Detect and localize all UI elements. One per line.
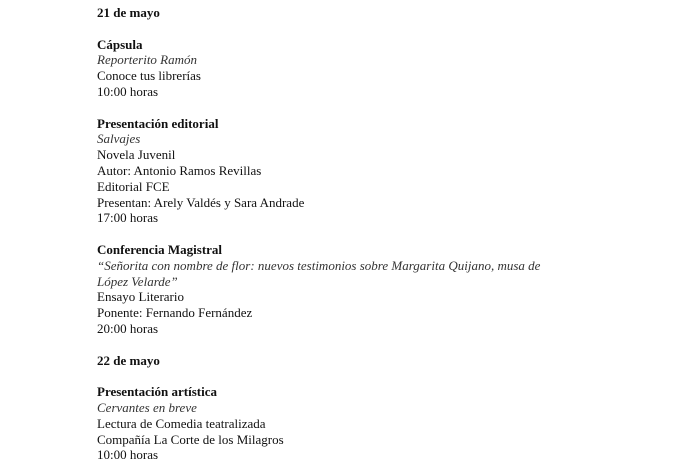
- event-type: Cápsula: [97, 36, 143, 52]
- date-heading: 22 de mayo: [97, 352, 160, 368]
- event-type: Conferencia Magistral: [97, 241, 223, 257]
- spacer: [97, 21, 577, 37]
- spacer: [97, 226, 577, 242]
- event-time: 20:00 horas: [97, 320, 159, 336]
- event-title-line: López Velarde”: [97, 273, 178, 289]
- event-type: Presentación editorial: [97, 115, 219, 131]
- event-block: [97, 384, 577, 463]
- spacer: [97, 100, 577, 116]
- event-author: Autor: Antonio Ramos Revillas: [97, 162, 262, 178]
- event-title-line: “Señorita con nombre de flor: nuevos testimonios sobre Margarita Quijano, musa de: [97, 257, 541, 273]
- event-title: Cervantes en breve: [97, 399, 197, 415]
- event-block: [97, 116, 577, 227]
- event-time: 10:00 horas: [97, 83, 159, 99]
- event-detail: Lectura de Comedia teatralizada: [97, 415, 266, 431]
- spacer: [97, 337, 577, 353]
- event-time: 17:00 horas: [97, 210, 159, 226]
- program-document: [97, 5, 577, 463]
- event-block: [97, 37, 577, 100]
- event-detail: Conoce tus librerías: [97, 68, 201, 84]
- spacer: [97, 368, 577, 384]
- event-type: Presentación artística: [97, 384, 217, 400]
- event-company: Compañía La Corte de los Milagros: [97, 431, 284, 447]
- event-title: Salvajes: [97, 131, 141, 147]
- event-presenters: Presentan: Arely Valdés y Sara Andrade: [97, 194, 305, 210]
- event-publisher: Editorial FCE: [97, 178, 170, 194]
- date-heading: 21 de mayo: [97, 5, 160, 20]
- event-detail: Novela Juvenil: [97, 147, 176, 163]
- event-title: Reporterito Ramón: [97, 52, 198, 68]
- event-block: [97, 242, 577, 337]
- event-speaker: Ponente: Fernando Fernández: [97, 305, 253, 321]
- event-time: 10:00 horas: [97, 447, 159, 463]
- event-detail: Ensayo Literario: [97, 289, 184, 305]
